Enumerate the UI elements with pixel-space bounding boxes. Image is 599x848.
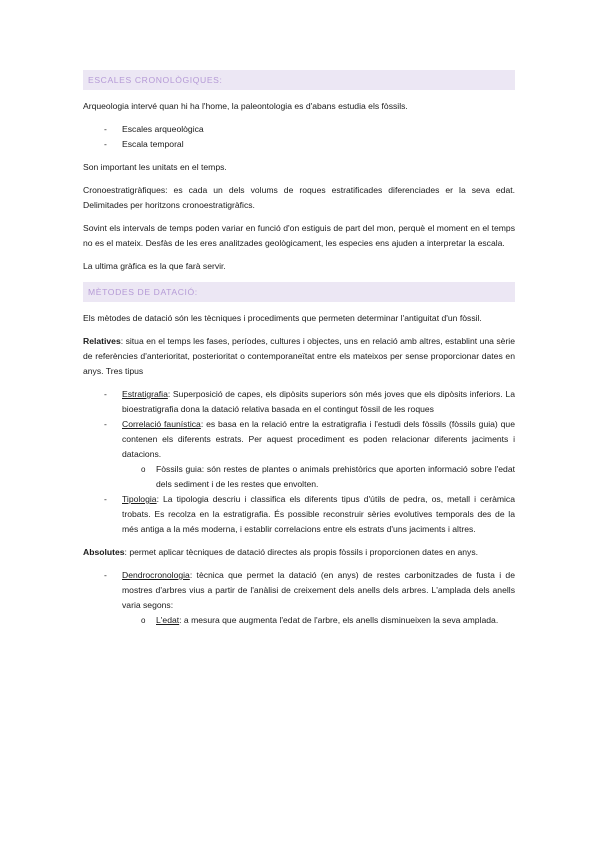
correlacio-sublist [83,462,515,492]
list-item-tipologia [83,492,515,537]
relatives-list [83,387,515,537]
dendro-sublist [83,613,515,628]
absolutes-text: : permet aplicar tècniques de datació directes als propis fòssils i proporcionen dates en anys. [124,547,479,557]
term-estratigrafia: Estratigrafia [122,389,168,399]
absolutes-label: Absolutes [83,547,125,557]
escales-list [83,122,515,152]
paragraph-arqueologia: Arqueologia intervé quan hi ha l'home, la paleontologia es d'abans estudia els fòssils. [83,101,408,111]
document-content [83,70,515,636]
paragraph-intervals: Sovint els intervals de temps poden variar en funció d'on estiguis de part del mon, perquè el moment en el temps no es el mateix. Desfàs de les eres analitzades geològicament, les especies ens ajuden a interpretar la escala. [83,223,515,248]
dendro-text: : tècnica que permet la datació (en anys) de restes carbonitzades de fusta i de mostres d'arbres vius a partir de l'anàlisi de creixement dels anells dels arbres. L'amplada dels anells varia segons: [122,570,515,610]
paragraph-absolutes [83,545,515,560]
list-item-edat [83,613,515,628]
paragraph-unitats: Son important les unitats en el temps. [83,162,227,172]
list-item-dendrocronologia [83,568,515,628]
tipologia-text: : La tipologia descriu i classifica els diferents tipus d'útils de pedra, os, metall i ceràmica trobats. Es recolza en la estratigrafia. És possible reconstruir sèries evolutives temporals des de la més antiga a la més moderna, i establir correlacions entre els estrats d'uns jaciments i altres. [122,494,515,534]
section-heading-escales: ESCALES CRONOLÒGIQUES: [83,70,515,90]
list-item: - Escales arqueològica [83,122,515,137]
list-item: - Escala temporal [83,137,515,152]
term-edat: L'edat [156,615,180,625]
estratigrafia-text: : Superposició de capes, els dipòsits superiors són més joves que els dipòsits inferiors. La bioestratigrafia dona la datació relativa basada en el contingut fòssil de les roques [122,389,515,414]
term-dendrocronologia: Dendrocronologia [122,570,190,580]
paragraph-relatives [83,334,515,379]
list-item-estratigrafia [83,387,515,417]
paragraph-ultima-grafica: La ultima gràfica es la que farà servir. [83,261,226,271]
paragraph-cronoestratigrafiques: Cronoestratigràfiques: es cada un dels volums de roques estratificades diferenciades er la seva edat. Delimitades per horitzons cronoestratigràfics. [83,185,515,210]
relatives-label: Relatives [83,336,121,346]
correlacio-text: : es basa en la relació entre la estratigrafia i l'estudi dels fòssils (fòssils guia) que contenen els diferents estrats. Per aquest procediment es poden relacionar diferents jaciments i datacions. [122,419,515,459]
section-heading-metodes: MÈTODES DE DATACIÓ: [83,282,515,302]
list-item-fossils-guia: o Fòssils guia: són restes de plantes o animals prehistòrics que aporten informació sobre l'edat dels sediment i de les restes que envolten. [83,462,515,492]
list-item-correlacio [83,417,515,492]
edat-text: : a mesura que augmenta l'edat de l'arbre, els anells disminueixen la seva amplada. [179,615,499,625]
paragraph-metodes-intro: Els mètodes de datació són les tècniques i procediments que permeten determinar l'antiguitat d'un fòssil. [83,313,482,323]
term-correlacio: Correlació faunística [122,419,201,429]
absolutes-list [83,568,515,628]
term-tipologia: Tipologia [122,494,157,504]
relatives-text: : situa en el temps les fases, períodes, cultures i objectes, uns en relació amb altres, establint una sèrie de referències d'anterioritat, posterioritat o contemporaneïtat entre els mateixos per sense proporcionar dates en anys. Tres tipus [83,336,515,376]
